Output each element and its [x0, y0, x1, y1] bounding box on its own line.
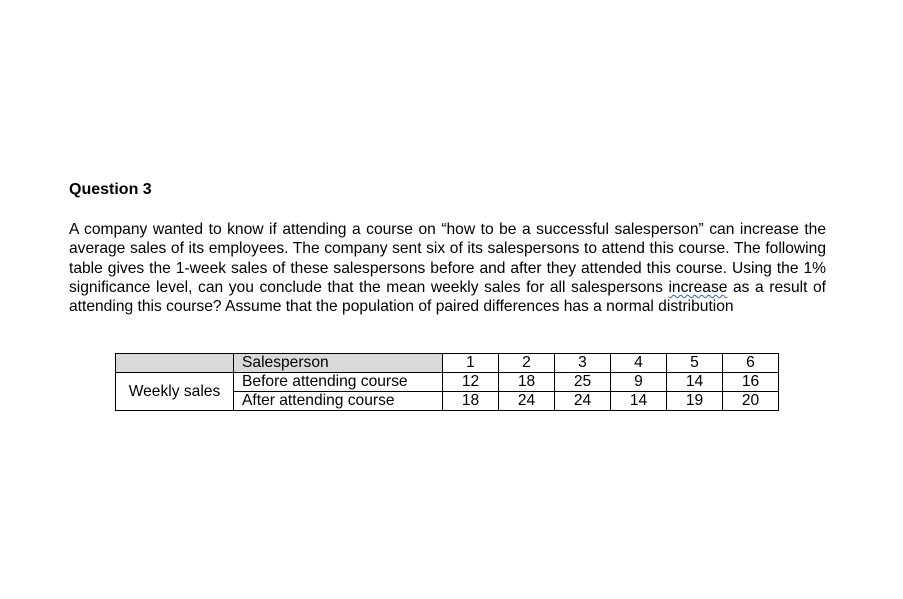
salesperson-number: 3 — [555, 354, 611, 373]
salesperson-number: 5 — [667, 354, 723, 373]
salesperson-number: 6 — [723, 354, 779, 373]
before-value: 12 — [443, 373, 499, 392]
after-value: 18 — [443, 392, 499, 411]
salesperson-number: 2 — [499, 354, 555, 373]
paragraph-text-after: as a result of attending this course? Assume that the population of paired differences has a normal distribution — [69, 278, 826, 316]
before-value: 14 — [667, 373, 723, 392]
question-title: Question 3 — [69, 181, 152, 198]
question-paragraph — [69, 220, 826, 316]
salesperson-number: 4 — [611, 354, 667, 373]
salesperson-number: 1 — [443, 354, 499, 373]
after-label: After attending course — [234, 392, 443, 411]
after-value: 14 — [611, 392, 667, 411]
before-value: 25 — [555, 373, 611, 392]
before-value: 16 — [723, 373, 779, 392]
table-row-before — [116, 373, 779, 392]
before-value: 9 — [611, 373, 667, 392]
after-value: 24 — [499, 392, 555, 411]
weekly-sales-label: Weekly sales — [116, 373, 234, 411]
weekly-sales-table — [115, 353, 779, 411]
before-value: 18 — [499, 373, 555, 392]
after-value: 20 — [723, 392, 779, 411]
blank-corner-cell — [116, 354, 234, 373]
after-value: 24 — [555, 392, 611, 411]
after-value: 19 — [667, 392, 723, 411]
paragraph-text-before: A company wanted to know if attending a course on “how to be a successful salesperson” can increase the average sales of its employees. The company sent six of its salespersons to attend this course. The following table gives the 1-week sales of these salespersons before and after they attended this course. Using the 1% significance level, can you conclude that the mean weekly sales for all salespersons — [69, 221, 826, 296]
table-header-row — [116, 354, 779, 373]
spellcheck-flagged-word[interactable]: increase — [668, 278, 728, 296]
salesperson-header: Salesperson — [234, 354, 443, 373]
before-label: Before attending course — [234, 373, 443, 392]
